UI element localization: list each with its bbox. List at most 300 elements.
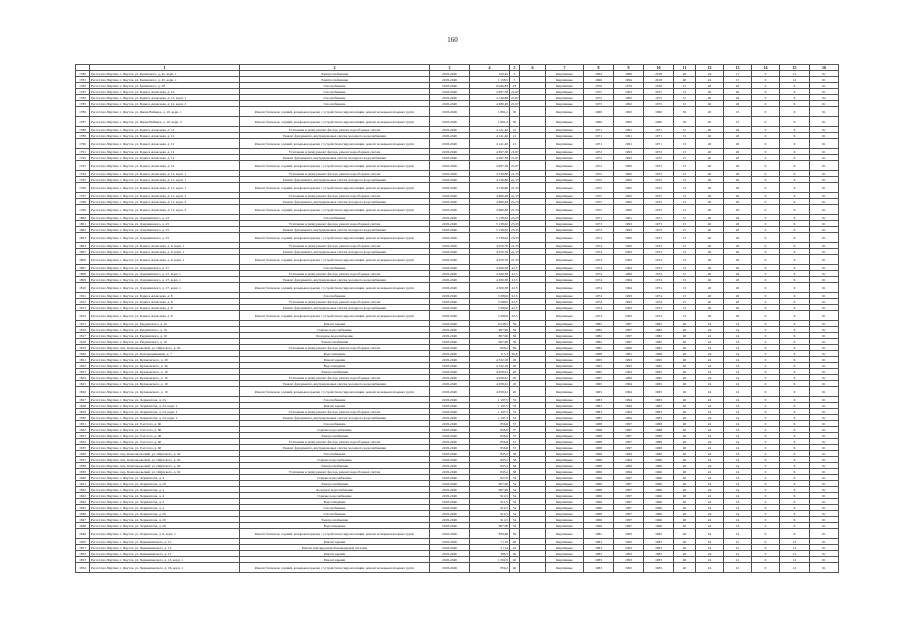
cell-work-type: Ремонт крыши [240,557,430,563]
cell-year-built: 1966 [584,523,614,529]
cell-period: 2018-2046 [430,249,470,255]
cell-cost: 3 289,6 [470,299,510,305]
cell-address: Респ.Саха /Якутия/, г. Якутск, ул. Кулаковского, д. 10 [90,381,240,387]
cell-value-16: 61 [810,409,839,415]
cell-year-built: 1972 [584,183,614,193]
cell-value-11: 40 [674,539,696,545]
cell-value-5: 30 [510,107,520,117]
cell-cost: 4 680,48 [470,205,510,215]
cell-year-last: 1968 [644,445,674,451]
cell-cost: 967,06 [470,487,510,493]
cell-address: Респ.Саха /Якутия/, г. Якутск, ул. Толстого, д. 60 [90,445,240,451]
cell-period: 2018-2046 [430,89,470,95]
cell-value-12: 40 [696,199,724,205]
cell-wall-material: Кирпичные [546,161,584,171]
cell-year-built: 1983 [584,415,614,421]
cell-value-16: 62 [810,95,839,101]
cell-year-last: 1971 [644,139,674,149]
cell-row-number: 1796 [76,183,90,193]
cell-period: 2018-2046 [430,83,470,89]
cell-address: Респ.Саха /Якутия/, г. Якутск, ул. Дзержинского, д. 25 [90,221,240,227]
cell-value-13: 14 [724,427,752,433]
cell-value-11: 40 [674,433,696,439]
cell-value-15: 6 [780,89,810,95]
column-number: 12 [696,65,724,71]
cell-wall-material: Кирпичные [546,243,584,249]
cell-year-repair: 1993 [614,545,644,551]
cell-value-14: 0 [752,397,780,403]
cell-value-12: 24 [696,351,724,357]
cell-year-repair: 1992 [614,199,644,205]
cell-value-13: 17 [724,71,752,77]
cell-cost: 867,06 [470,333,510,339]
cell-address: Респ.Саха /Якутия/, г. Якутск, ул. Лермонтова, д. 4 [90,487,240,493]
cell-value-16: 61 [810,305,839,311]
cell-value-15: 6 [780,529,810,539]
cell-row-number: 1839 [76,469,90,475]
cell-value-14: 0 [752,469,780,475]
cell-value-5: 54 [510,517,520,523]
cell-period: 2018-2046 [430,357,470,363]
cell-value-11: 40 [674,345,696,351]
cell-work-type: Ремонт внутридомовой инженерной системы [240,545,430,551]
cell-value-15: 6 [780,421,810,427]
cell-value-11: 40 [674,563,696,573]
cell-row-number: 1794 [76,171,90,177]
cell-value-12: 40 [696,265,724,271]
cell-value-14: 0 [752,255,780,265]
cell-cost: 4 746,86 [470,183,510,193]
cell-value-5: 23,33 [511,221,519,226]
cell-row-number: 1845 [76,505,90,511]
cell-row-number: 1782 [76,83,90,89]
cell-value-12: 24 [696,397,724,403]
cell-value-5: 21,33 [511,199,519,204]
column-number: 14 [752,65,780,71]
cell-value-14: 0 [752,199,780,205]
cell-address: Респ.Саха /Якутия/, г. Якутск, ул. Бориса Алексеева, д. 12, корп. 2 [90,101,240,107]
cell-period: 2018-2046 [430,155,470,161]
cell-work-type: Электроснабжение [240,339,430,345]
cell-cost: 4 141,46 [470,133,510,139]
cell-value-13: 26 [724,271,752,277]
cell-value-13: 26 [724,215,752,221]
cell-value-13: 26 [724,283,752,293]
cell-value-12: 24 [696,71,724,77]
column-number: 8 [584,65,614,71]
cell-value-5: 20 [510,387,520,397]
cell-work-type: Электроснабжение [240,71,430,77]
cell-year-built: 1968 [584,445,614,451]
cell-cost: 4 097,38 [470,149,510,155]
cell-value-12: 40 [696,171,724,177]
cell-value-14: 0 [752,321,780,327]
cell-period: 2018-2046 [430,233,470,243]
cell-value-16: 61 [810,463,839,469]
cell-value-14: 0 [752,171,780,177]
cell-value-14: 0 [752,481,780,487]
cell-value-15: 6 [780,481,810,487]
cell-year-built: 1971 [584,139,614,149]
cell-row-number: 1819 [76,345,90,351]
cell-value-6 [520,233,546,243]
cell-year-last: 1966 [644,499,674,505]
cell-value-14: 0 [752,227,780,233]
cell-value-5: 23,33 [510,233,520,243]
cell-year-built: 1968 [584,439,614,445]
cell-value-5: 21,33 [511,193,519,198]
cell-year-built: 1966 [584,451,614,457]
cell-address: Респ.Саха /Якутия/, г. Якутск, ул. Дзержинского, д. 25 [90,233,240,243]
cell-value-15: 6 [780,345,810,351]
cell-cost: 5 138,02 [470,233,510,243]
cell-wall-material: Кирпичные [546,249,584,255]
cell-value-12: 24 [696,345,724,351]
cell-row-number: 1825 [76,381,90,387]
cell-year-last: 1982 [644,339,674,345]
cell-value-15: 6 [780,451,810,457]
column-number: 1 [90,65,240,71]
cell-value-5: 54 [510,481,520,487]
cell-value-11: 40 [674,557,696,563]
cell-year-built: 1974 [584,277,614,283]
cell-period: 2018-2046 [430,481,470,487]
cell-work-type: Газоснабжение [240,505,430,511]
cell-year-last: 1982 [644,327,674,333]
cell-value-16: 61 [810,83,839,89]
cell-row-number: 1824 [76,375,90,381]
cell-period: 2018-2046 [430,183,470,193]
cell-value-11: 15 [674,283,696,293]
cell-row-number: 1784 [76,95,90,101]
cell-period: 2018-2046 [430,475,470,481]
cell-work-type: Водоотведение [240,499,430,505]
cell-address: Респ.Саха /Якутия/, г. Якутск, ул. Лермонтова, д. 24, корп. 1 [90,403,240,409]
cell-year-built: 1966 [584,511,614,517]
cell-value-13: 14 [724,481,752,487]
cell-year-built: 1966 [584,505,614,511]
cell-value-13: 14 [724,511,752,517]
cell-cost: 4 058,61 [470,381,510,387]
cell-year-last: 1983 [644,545,674,551]
cell-value-11: 40 [674,375,696,381]
cell-period: 2018-2046 [430,369,470,375]
cell-year-repair: 1994 [614,277,644,283]
cell-value-13: 14 [724,363,752,369]
cell-year-repair: 1994 [614,409,644,415]
cell-period: 2018-2046 [430,563,470,573]
cell-row-number: 1851 [76,545,90,551]
cell-value-14: 0 [752,311,780,321]
cell-value-11: 15 [674,171,696,177]
cell-value-13: 14 [724,403,752,409]
cell-value-13: 21 [724,539,752,545]
cell-work-type: Ремонт фундамента, внутридомовых систем холодного водоснабжения [240,445,430,451]
cell-wall-material: Кирпичные [546,339,584,345]
cell-value-14: 0 [752,345,780,351]
cell-value-15: 6 [780,233,810,243]
cell-period: 2018-2046 [430,283,470,293]
cell-row-number: 1849 [76,529,90,539]
cell-cost: 4 680,48 [470,101,510,107]
cell-value-11: 15 [674,271,696,277]
cell-cost: 4 076,76 [470,243,510,249]
cell-value-5: 53 [510,397,520,403]
cell-value-16: 61 [810,557,839,563]
cell-year-last: 1982 [644,321,674,327]
cell-value-16: 61 [810,387,839,397]
cell-value-15: 12 [780,557,810,563]
cell-cost: 845,2 [470,457,510,463]
cell-period: 2018-2046 [430,321,470,327]
cell-wall-material: Кирпичные [546,149,584,155]
cell-work-type: Газоснабжение [240,101,430,107]
cell-value-12: 24 [696,511,724,517]
cell-year-built: 1975 [584,193,614,199]
cell-work-type: Ремонт балконов, лоджий, козырьков крылец с устройством гидроизоляции, ремонт козырьков входных групп [240,107,430,117]
cell-year-built: 1982 [584,321,614,327]
cell-value-15: 6 [780,409,810,415]
cell-value-15: 6 [780,487,810,493]
cell-cost: 1 002,9 [470,557,510,563]
cell-year-repair: 1994 [614,451,644,457]
cell-year-repair: 1993 [614,107,644,117]
cell-value-13: 14 [724,457,752,463]
cell-work-type: Ремонт крыши [240,321,430,327]
column-number: 2 [240,65,430,71]
cell-row-number: 1840 [76,475,90,481]
cell-cost: 1 158,5 [470,77,510,83]
cell-year-built: 1972 [584,95,614,101]
cell-year-last: 1974 [644,249,674,255]
cell-year-last: 1990 [644,107,674,117]
cell-value-16: 61 [810,375,839,381]
cell-year-repair: 1993 [614,243,644,249]
cell-year-built: 1972 [584,177,614,183]
cell-value-12: 20 [696,107,724,117]
cell-value-11: 15 [674,101,696,107]
cell-wall-material: Кирпичные [546,101,584,107]
cell-value-12: 24 [696,321,724,327]
cell-value-5: 57 [510,439,520,445]
cell-value-13: 17 [724,77,752,83]
cell-row-number: 1823 [76,369,90,375]
cell-work-type: Утепление и (или) ремонт фасада, ремонт водосборных систем [240,375,430,381]
cell-value-12: 24 [696,545,724,551]
cell-work-type: Ремонт балконов, лоджий, козырьков крылец с устройством гидроизоляции, ремонт козырьков входных групп [240,563,430,573]
cell-year-repair: 1997 [614,499,644,505]
cell-work-type: Утепление и (или) ремонт фасада, ремонт водосборных систем [240,469,430,475]
cell-year-repair: 1994 [614,375,644,381]
cell-work-type: Ремонт крыши [240,357,430,363]
table-row [76,563,839,573]
cell-cost: 4 141,46 [470,139,510,149]
cell-value-11: 40 [674,321,696,327]
cell-value-14: 0 [752,77,780,83]
cell-cost: 4 076,76 [470,249,510,255]
cell-value-11: 40 [674,457,696,463]
cell-year-last: 1966 [644,523,674,529]
cell-value-13: 26 [724,83,752,89]
cell-value-12: 40 [696,233,724,243]
cell-address: Респ.Саха /Якутия/, г. Якутск, ул. Толстого, д. 60 [90,421,240,427]
table-row [76,529,839,539]
cell-value-14: 0 [752,381,780,387]
cell-year-built: 1982 [584,327,614,333]
cell-wall-material: Кирпичные [546,551,584,557]
cell-row-number: 1854 [76,563,90,573]
cell-cost: 1 197,5 [470,415,510,421]
cell-value-5: 53 [510,403,520,409]
column-number: 4 [470,65,510,71]
cell-value-14: 0 [752,351,780,357]
cell-address: Респ.Саха /Якутия/, г. Якутск, ул. Бориса Алексеева, д. 12, корп. 2 [90,205,240,215]
cell-value-15: 6 [780,249,810,255]
cell-year-last: 1974 [644,293,674,299]
cell-value-6 [520,283,546,293]
cell-address: Респ.Саха /Якутия/, г. Якутск, ул. Лермонтова, д. 4 [90,505,240,511]
cell-row-number: 1785 [76,101,90,107]
cell-value-14: 0 [752,445,780,451]
cell-value-5: 54 [510,475,520,481]
cell-address: Респ.Саха /Якутия/, г. Якутск, ул. Бориса Алексеева, д. 8 [90,299,240,305]
cell-row-number: 1793 [76,161,90,171]
cell-value-13: 26 [724,149,752,155]
cell-value-14: 0 [752,305,780,311]
cell-year-last: 1966 [644,487,674,493]
cell-value-16: 61 [810,215,839,221]
cell-year-built: 1965 [584,381,614,387]
cell-year-built: 1974 [584,243,614,249]
cell-value-11: 40 [674,351,696,357]
cell-year-repair: 1997 [614,439,644,445]
cell-value-13: 14 [724,451,752,457]
cell-cost: 4 058,61 [470,375,510,381]
cell-value-12: 24 [696,327,724,333]
cell-value-15: 6 [780,333,810,339]
cell-value-16: 61 [810,381,839,387]
cell-work-type: Ремонт фундамента, внутридомовых систем холодного водоснабжения [240,177,430,183]
cell-value-12: 24 [696,551,724,557]
cell-year-built: 1982 [584,339,614,345]
cell-wall-material: Кирпичные [546,83,584,89]
cell-value-13: 26 [724,299,752,305]
cell-year-last: 2018 [644,77,674,83]
cell-value-12: 40 [696,89,724,95]
cell-year-built: 1983 [584,397,614,403]
cell-period: 2018-2046 [430,265,470,271]
cell-value-15: 6 [780,523,810,529]
cell-wall-material: Кирпичные [546,445,584,451]
cell-work-type: Ремонт балконов, лоджий, козырьков крылец с устройством гидроизоляции, ремонт козырьков входных групп [240,117,430,127]
cell-cost: 4 097,38 [470,161,510,171]
cell-period: 2018-2046 [430,427,470,433]
cell-year-last: 1965 [644,363,674,369]
cell-address: Респ.Саха /Якутия/, г. Якутск, ул. Бориса Алексеева, д. 8 [90,305,240,311]
cell-cost: 912,5 [470,505,510,511]
cell-value-5: 56 [510,529,520,539]
cell-value-12: 24 [696,439,724,445]
cell-address: Респ.Саха /Якутия/, г. Якутск, ул. Якова Вайнера, д. 10, корп. 1 [90,107,240,117]
cell-cost: 912,5 [470,517,510,523]
cell-value-5: 69 [510,345,520,351]
cell-value-11: 40 [674,77,696,83]
cell-work-type: Утепление и (или) ремонт фасада, ремонт водосборных систем [240,271,430,277]
cell-period: 2018-2046 [430,421,470,427]
cell-row-number: 1843 [76,493,90,499]
cell-value-14: 0 [752,563,780,573]
cell-period: 2018-2046 [430,415,470,421]
cell-value-15: 6 [780,493,810,499]
cell-period: 2018-2046 [430,215,470,221]
cell-period: 2018-2046 [430,375,470,381]
cell-value-14: 0 [752,283,780,293]
cell-value-16: 61 [810,469,839,475]
cell-value-5: 21,33 [510,255,520,265]
cell-value-11: 40 [674,363,696,369]
cell-value-13: 26 [724,255,752,265]
cell-value-13: 15 [724,117,752,127]
cell-row-number: 1852 [76,551,90,557]
cell-wall-material: Кирпичные [546,493,584,499]
cell-value-15: 6 [780,199,810,205]
cell-cost: 912,5 [470,493,510,499]
cell-value-12: 24 [696,427,724,433]
cell-row-number: 1817 [76,333,90,339]
cell-work-type: Ремонт крыши [240,403,430,409]
cell-row-number: 1827 [76,397,90,403]
cell-period: 2018-2046 [430,107,470,117]
table-row [76,139,839,149]
cell-address: Респ.Саха /Якутия/, г. Якутск, ул. Лермонтова, д. 29 [90,511,240,517]
cell-address: Респ.Саха /Якутия/, г. Якутск, ул. Лермонтова, д. 29 [90,523,240,529]
capital-repair-table [75,64,839,573]
cell-value-11: 40 [674,445,696,451]
cell-value-5: 20 [510,381,520,387]
cell-year-repair: 1994 [614,403,644,409]
cell-year-repair: 1993 [614,305,644,311]
cell-value-14: 0 [752,357,780,363]
cell-wall-material: Кирпичные [546,475,584,481]
cell-value-12: 40 [696,101,724,107]
cell-address: Респ.Саха /Якутия/, пер. Комсомольский, ул. Ойунского, д. 62 [90,463,240,469]
cell-period: 2018-2046 [430,333,470,339]
cell-value-14: 0 [752,249,780,255]
cell-value-5: 22,5 [510,305,520,311]
cell-value-11: 40 [674,381,696,387]
cell-address: Респ.Саха /Якутия/, пер. Комсомольский, ул. Ойунского, д. 62 [90,457,240,463]
cell-cost: 3 289,6 [470,311,510,321]
cell-value-16: 61 [810,481,839,487]
cell-value-13: 14 [724,439,752,445]
cell-cost: 4 309,58 [470,265,510,271]
cell-value-5: 57 [510,445,520,451]
cell-value-14: 0 [752,293,780,299]
cell-value-16: 61 [810,321,839,327]
cell-year-last: 1972 [644,177,674,183]
cell-row-number: 1821 [76,357,90,363]
cell-value-12: 40 [696,161,724,171]
cell-cost: 1 197,5 [470,409,510,415]
cell-address: Респ.Саха /Якутия/, г. Якутск, ул. Якова Вайнера, д. 10, корп. 2 [90,117,240,127]
cell-value-16: 61 [810,345,839,351]
cell-value-16: 61 [810,171,839,177]
cell-value-14: 0 [752,271,780,277]
cell-value-5: 21,67 [511,89,519,94]
cell-value-5: 58 [510,451,520,457]
cell-wall-material: Кирпичные [546,463,584,469]
cell-row-number: 1787 [76,117,90,127]
